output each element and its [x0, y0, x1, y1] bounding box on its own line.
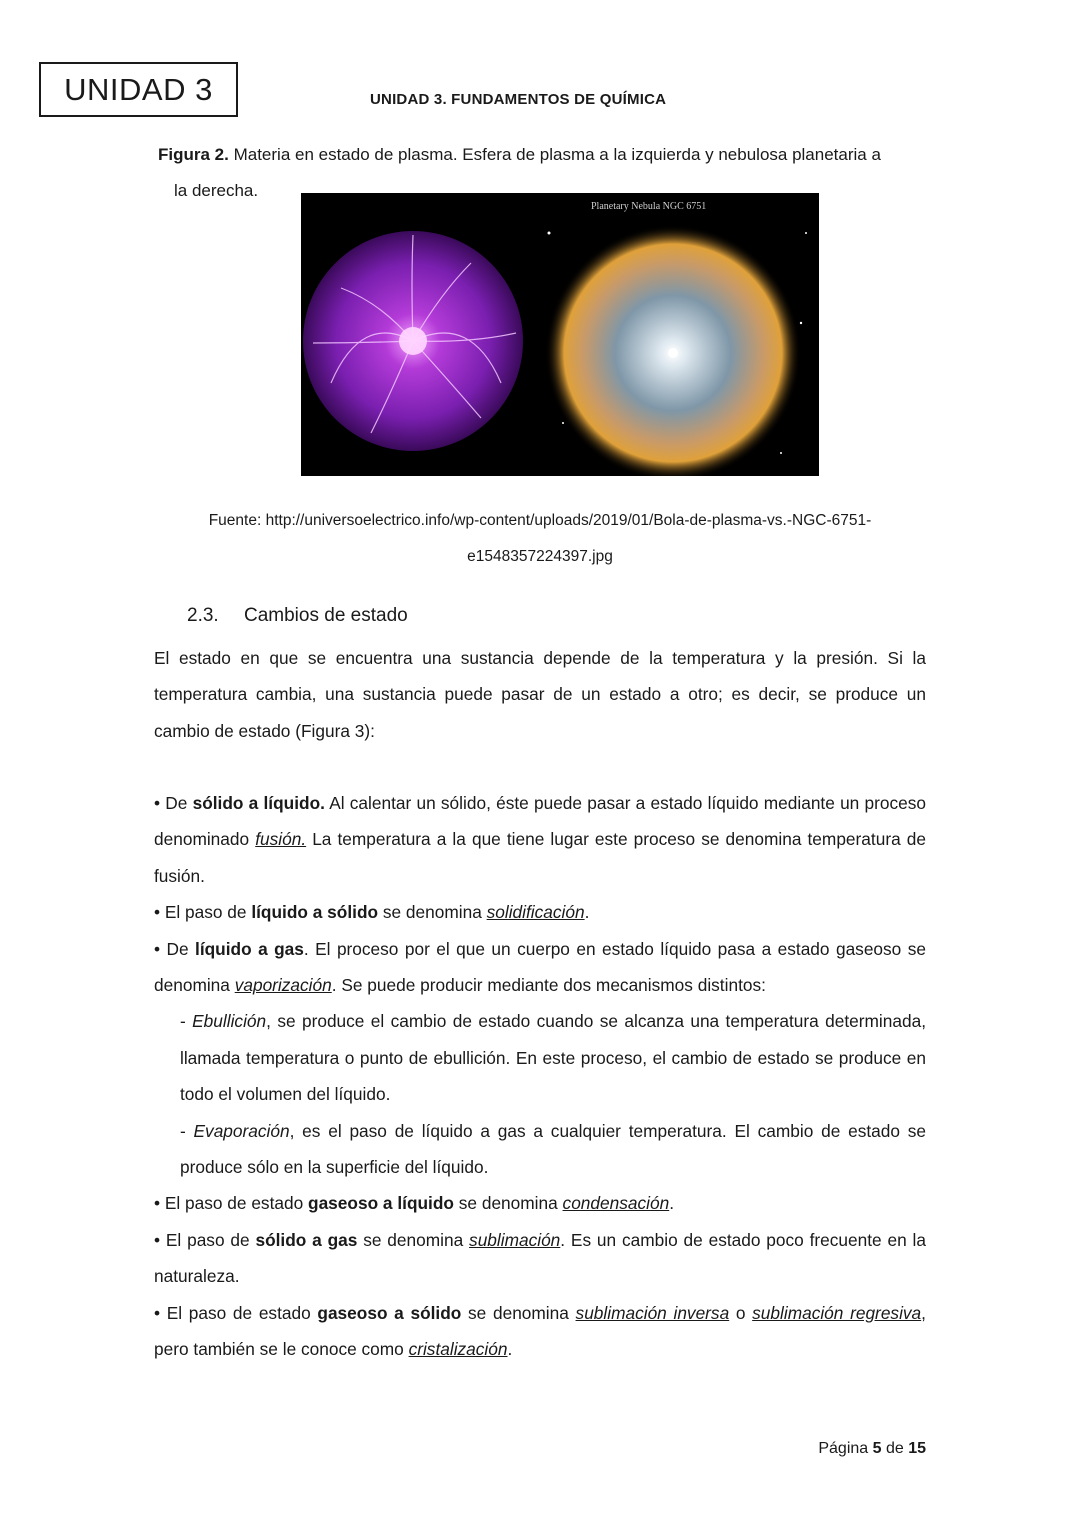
bullet-text: • El paso de estado: [154, 1193, 309, 1214]
page-prefix: Página: [818, 1440, 873, 1457]
intro-paragraph: [154, 640, 926, 749]
bold-term: gaseoso a líquido: [308, 1193, 454, 1214]
bullet-text: • El paso de: [154, 902, 252, 923]
figure-caption-text-2: la derecha.: [174, 181, 259, 200]
page-mid: de: [881, 1440, 909, 1457]
item-text: se denomina: [453, 1193, 563, 1214]
bullet-text: • De: [154, 938, 196, 959]
bullet-text: • De: [154, 793, 193, 813]
unit-box: [39, 62, 238, 117]
list-item: [154, 931, 926, 1004]
sub-item: [154, 1113, 926, 1186]
item-text: . Se puede producir mediante dos mecanismos distintos:: [331, 975, 766, 996]
figure-caption-text: Materia en estado de plasma. Esfera de plasma a la izquierda y nebulosa planetaria a: [228, 145, 881, 164]
dash-text: -: [180, 1120, 194, 1141]
plasma-figure-image: [301, 193, 819, 476]
italic-term: Ebullición: [192, 1011, 267, 1032]
item-text: .: [584, 902, 590, 923]
unit-box-label: UNIDAD 3: [64, 71, 213, 107]
list-item: [154, 894, 926, 930]
page-total: 15: [908, 1440, 926, 1457]
state-changes-list: [154, 785, 926, 1368]
key-term: sublimación: [469, 1229, 561, 1250]
italic-term: Evaporación: [193, 1120, 290, 1141]
key-term: vaporización: [234, 975, 332, 996]
dash-text: -: [180, 1011, 193, 1032]
item-text: . El proceso por el que un cuerpo en estado líquido pasa a estado gaseoso se denomina: [154, 938, 926, 996]
page-number: [818, 1440, 926, 1458]
key-term: cristalización: [408, 1339, 508, 1360]
item-text: , se produce el cambio de estado cuando se alcanza una temperatura determinada, llamada temperatura o punto de ebullición. En este proceso, el cambio de estado se produce en todo el volumen del líquido.: [180, 1011, 926, 1105]
bullet-text: • El paso de: [154, 1229, 256, 1250]
list-item: [154, 785, 926, 894]
item-text: o: [729, 1302, 753, 1323]
figure-source: [0, 503, 1080, 575]
bold-term: sólido a gas: [255, 1229, 358, 1250]
section-title: Cambios de estado: [244, 605, 408, 626]
figure-caption-label: Figura 2.: [158, 145, 229, 164]
item-text: .: [669, 1193, 675, 1214]
bullet-text: • El paso de estado: [154, 1302, 318, 1323]
item-text: se denomina: [461, 1302, 576, 1323]
bold-term: gaseoso a sólido: [317, 1302, 462, 1323]
key-term: condensación: [562, 1193, 670, 1214]
page-header-title: UNIDAD 3. FUNDAMENTOS DE QUÍMICA: [370, 91, 667, 108]
page-current: 5: [872, 1440, 882, 1457]
section-number: 2.3.: [187, 605, 219, 626]
bold-term: líquido a sólido: [251, 902, 379, 923]
key-term: sublimación inversa: [575, 1302, 730, 1323]
intro-text: El estado en que se encuentra una sustancia depende de la temperatura y la presión. Si la temperatura cambia, una sustancia puede pasar de un estado a otro; es decir, se produce un cambio de estado (Figura 3):: [154, 648, 926, 741]
item-text: Al calentar un sólido, éste puede pasar a estado líquido mediante un proceso denominado: [154, 793, 926, 850]
figure-image-label: Planetary Nebula NGC 6751: [591, 201, 707, 212]
item-text: , es el paso de líquido a gas a cualquier temperatura. El cambio de estado se produce sólo en la superficie del líquido.: [180, 1120, 926, 1178]
plasma-figure-illustration: [301, 193, 819, 476]
key-term: solidificación: [486, 902, 585, 923]
item-text: , pero también se le conoce como: [154, 1302, 926, 1360]
key-term: sublimación regresiva: [752, 1302, 922, 1323]
list-item: [154, 1185, 926, 1221]
sub-item: [154, 1003, 926, 1112]
figure-source-line-1: Fuente: http://universoelectrico.info/wp-content/uploads/2019/01/Bola-de-plasma-vs.-NGC-6751-: [208, 512, 872, 529]
section-heading: [187, 605, 408, 627]
bold-term: sólido a líquido.: [192, 793, 325, 813]
item-text: se denomina: [357, 1229, 470, 1250]
item-text: . Es un cambio de estado poco frecuente en la naturaleza.: [154, 1229, 926, 1287]
item-text: .: [507, 1339, 513, 1360]
figure-source-line-2: e1548357224397.jpg: [467, 548, 613, 565]
item-text: se denomina: [378, 902, 487, 923]
list-item: [154, 1295, 926, 1368]
key-term: fusión.: [255, 829, 307, 850]
bold-term: líquido a gas: [195, 938, 304, 959]
list-item: [154, 1222, 926, 1295]
item-text: La temperatura a la que tiene lugar este proceso se denomina temperatura de fusión.: [154, 829, 926, 886]
